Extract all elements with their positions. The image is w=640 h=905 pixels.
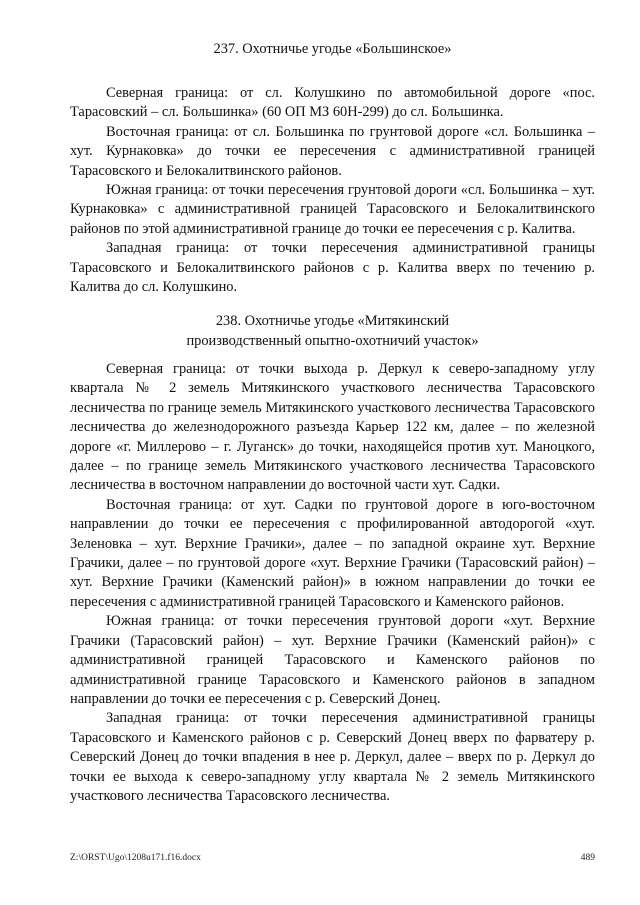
footer-page-number: 489: [580, 853, 595, 863]
section-238-east-boundary: Восточная граница: от хут. Садки по грунтовой дороге в юго-восточном направлении до точки ее пересечения с профилированной автодорогой «хут. Зеленовка – хут. Верхние Грачики», далее – по западной окраине хут. Верхние Грачики, далее – по грунтовой дороге «хут. Верхние Грачики (Тарасовский район) – хут. Верхние Грачики (Каменский район)» в южном направлении до точки ее пересечения с административной границей Тарасовского и Каменского районов.: [70, 496, 595, 610]
document-page: [70, 0, 595, 905]
section-238-north-boundary: Северная граница: от точки выхода р. Деркул к северо-западному углу квартала № 2 земель Митякинского участкового лесничества Тарасовского лесничества по границе земель Митякинского участкового лесничества Тарасовского лесничества до железнодорожного разъезда Карьер 122 км, далее – по железной дороге «г. Миллерово – г. Луганск» до точки, находящейся против хут. Маноцкого, далее – по границе земель Митякинского участкового лесничества Тарасовского лесничества в восточном направлении до восточной части хут. Садки.: [70, 361, 595, 494]
section-238-west-boundary: Западная граница: от точки пересечения административной границы Тарасовского и Каменского районов с р. Северский Донец вверх по фарватеру р. Северский Донец до точки впадения в нее р. Деркул, далее – вверх по р. Деркул до точки ее выхода к северо-западному углу квартала № 2 земель Митякинского участкового лесничества Тарасовского лесничества.: [70, 710, 595, 804]
section-237-title-line: 237. Охотничье угодье «Большинское»: [213, 41, 452, 57]
section-237-south-boundary: Южная граница: от точки пересечения грунтовой дороги «сл. Большинка – хут. Курнаковка» с административной границей Тарасовского и Белокалитвинского районов по этой административной границе до точки ее пересечения с р. Калитва.: [70, 182, 595, 237]
section-238-south-boundary: Южная граница: от точки пересечения грунтовой дороги «хут. Верхние Грачики (Тарасовский район) – хут. Верхние Грачики (Каменский район)» с административной границей Тарасовского и Каменского районов по административной границе Тарасовского и Каменского районов в западном направлении до точки ее пересечения с р. Северский Донец.: [70, 613, 595, 707]
section-237-east-boundary: Восточная граница: от сл. Большинка по грунтовой дороге «сл. Большинка – хут. Курнаковка» до точки ее пересечения с административной границей Тарасовского и Белокалитвинского районов.: [70, 123, 595, 179]
section-238-title-line-1: 238. Охотничье угодье «Митякинский: [215, 313, 450, 329]
section-237-west-boundary: Западная граница: от точки пересечения административной границы Тарасовского и Белокалитвинского районов с р. Калитва вверх по течению р. Калитва до сл. Колушкино.: [70, 240, 595, 296]
section-238-body: [70, 360, 595, 806]
section-238-title-line-2: производственный опытно-охотничий участок»: [186, 332, 479, 349]
section-238-title: [70, 312, 595, 351]
section-237-north-boundary: Северная граница: от сл. Колушкино по автомобильной дороге «пос. Тарасовский – сл. Большинка» (60 ОП МЗ 60Н-299) до сл. Большинка.: [70, 85, 595, 121]
footer-file-path: Z:\ORST\Ugo\1208u171.f16.docx: [70, 853, 201, 863]
section-237-body: [70, 84, 595, 297]
section-237-title: [70, 40, 595, 60]
